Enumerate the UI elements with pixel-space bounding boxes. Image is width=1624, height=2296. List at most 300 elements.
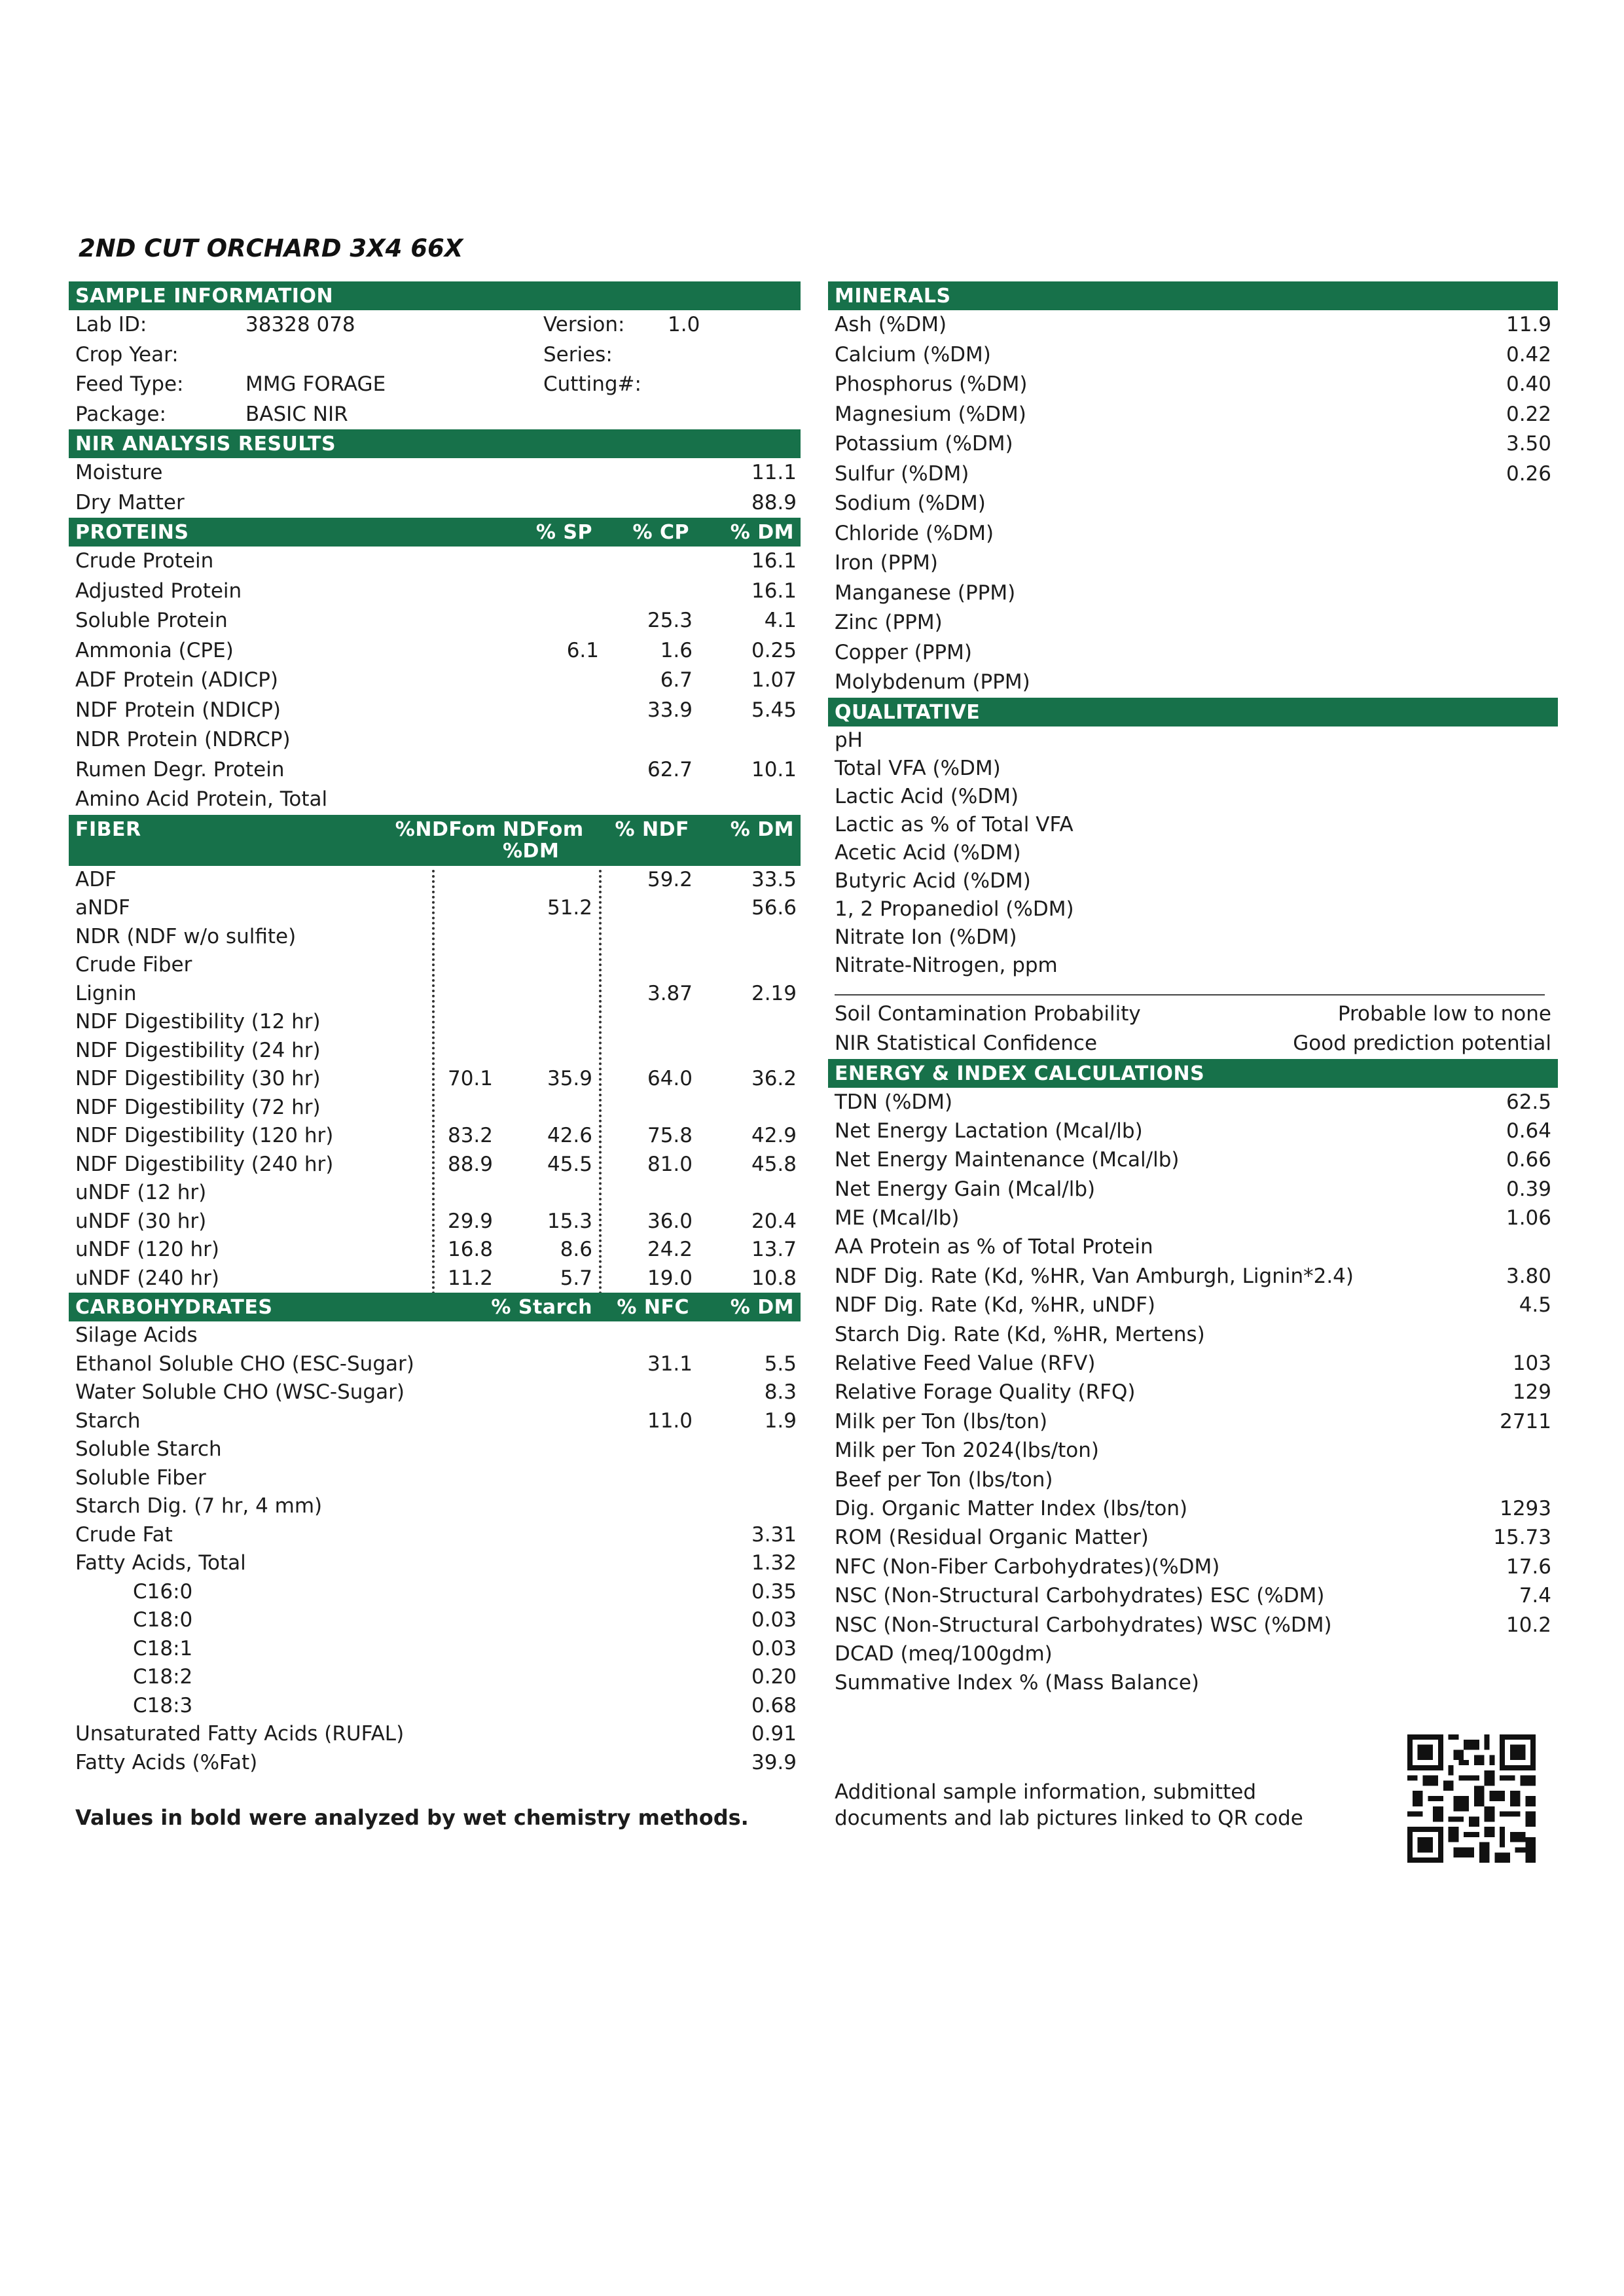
energy-row xyxy=(828,1378,1558,1407)
qualitative-title: QUALITATIVE xyxy=(835,700,981,724)
value-ndfom-dm: 8.6 xyxy=(560,1238,592,1261)
carbs-title: CARBOHYDRATES xyxy=(75,1296,273,1319)
crop-year-label: Crop Year: xyxy=(75,342,179,367)
row-label: Manganese (PPM) xyxy=(835,581,1016,605)
carbs-col-dm: % DM xyxy=(730,1296,794,1319)
row-value: 0.64 xyxy=(1506,1119,1551,1143)
fiber-col-ndf: % NDF xyxy=(615,817,689,841)
value-dm: 56.6 xyxy=(751,896,797,920)
mineral-row xyxy=(828,638,1558,668)
energy-header xyxy=(828,1059,1558,1088)
row-label: NDF Digestibility (120 hr) xyxy=(75,1124,334,1147)
carb-row xyxy=(69,1321,801,1350)
row-label: Net Energy Gain (Mcal/lb) xyxy=(835,1177,1096,1201)
row-label: pH xyxy=(835,728,863,752)
mineral-row xyxy=(828,519,1558,549)
value-cp: 62.7 xyxy=(647,757,693,781)
left-column xyxy=(69,281,801,1777)
sample-info-header xyxy=(69,281,801,310)
row-label: Lactic as % of Total VFA xyxy=(835,812,1074,836)
carbs-col-nfc: % NFC xyxy=(617,1296,689,1319)
value-ndfom-dm: 15.3 xyxy=(547,1209,592,1233)
row-label: Silage Acids xyxy=(75,1323,198,1347)
soil-contamination-row xyxy=(828,999,1558,1030)
value-ndf: 64.0 xyxy=(647,1067,693,1090)
fiber-row xyxy=(69,951,801,980)
row-label: Butyric Acid (%DM) xyxy=(835,869,1031,893)
row-label: Dig. Organic Matter Index (lbs/ton) xyxy=(835,1496,1188,1520)
sample-info-row xyxy=(69,400,801,430)
nir-confidence-row xyxy=(828,1029,1558,1059)
soil-contamination-value: Probable low to none xyxy=(1337,1001,1551,1026)
energy-row xyxy=(828,1465,1558,1494)
value-dm: 8.3 xyxy=(764,1380,797,1404)
value-nfc: 31.1 xyxy=(647,1352,693,1376)
value-dm: 0.20 xyxy=(751,1665,797,1689)
mineral-row xyxy=(828,489,1558,519)
row-label: C18:2 xyxy=(133,1665,193,1689)
sample-info-row xyxy=(69,310,801,340)
fiber-row xyxy=(69,1151,801,1179)
fiber-row xyxy=(69,1037,801,1066)
wet-chemistry-footnote: Values in bold were analyzed by wet chemistry methods. xyxy=(75,1805,749,1830)
protein-row xyxy=(69,725,801,755)
value-ndfom-pct: 29.9 xyxy=(447,1209,493,1233)
carb-row xyxy=(69,1692,801,1721)
row-label: Chloride (%DM) xyxy=(835,521,994,545)
mineral-row xyxy=(828,668,1558,698)
fiber-row xyxy=(69,1179,801,1208)
value-dm: 16.1 xyxy=(751,549,797,573)
row-label: Sulfur (%DM) xyxy=(835,461,969,486)
carb-row xyxy=(69,1720,801,1749)
row-label: Starch Dig. Rate (Kd, %HR, Mertens) xyxy=(835,1322,1205,1346)
row-label: Water Soluble CHO (WSC-Sugar) xyxy=(75,1380,405,1404)
row-label: Fatty Acids (%Fat) xyxy=(75,1750,258,1774)
row-label: uNDF (240 hr) xyxy=(75,1266,219,1290)
energy-rows xyxy=(828,1088,1558,1698)
row-value: 10.2 xyxy=(1506,1613,1551,1637)
energy-row xyxy=(828,1088,1558,1117)
row-label: NDF Dig. Rate (Kd, %HR, uNDF) xyxy=(835,1293,1156,1318)
row-label: Nitrate Ion (%DM) xyxy=(835,925,1017,949)
carb-row xyxy=(69,1492,801,1521)
row-value: 15.73 xyxy=(1493,1526,1551,1550)
row-label: AA Protein as % of Total Protein xyxy=(835,1235,1153,1259)
value-dm: 10.1 xyxy=(751,757,797,781)
value-dm: 0.35 xyxy=(751,1579,797,1604)
fiber-row xyxy=(69,866,801,895)
nir-rows xyxy=(69,458,801,518)
value-ndf: 81.0 xyxy=(647,1152,693,1176)
qr-code-icon[interactable] xyxy=(1407,1734,1536,1863)
soil-divider-area xyxy=(828,980,1558,999)
row-label: Unsaturated Fatty Acids (RUFAL) xyxy=(75,1722,405,1746)
series-label: Series: xyxy=(543,342,613,367)
value-dm: 3.31 xyxy=(751,1522,797,1547)
row-label: Soluble Starch xyxy=(75,1437,222,1461)
value-dm: 33.5 xyxy=(751,867,797,891)
fiber-title: FIBER xyxy=(75,817,141,841)
qualitative-row xyxy=(828,867,1558,895)
fiber-row xyxy=(69,1008,801,1037)
energy-row xyxy=(828,1494,1558,1523)
energy-row xyxy=(828,1436,1558,1465)
carbs-col-starch: % Starch xyxy=(491,1296,592,1319)
mineral-row xyxy=(828,370,1558,400)
value-dm: 0.68 xyxy=(751,1693,797,1717)
row-label: Magnesium (%DM) xyxy=(835,402,1026,426)
energy-row xyxy=(828,1262,1558,1291)
value-dm: 42.9 xyxy=(751,1124,797,1147)
value-dm: 1.07 xyxy=(751,668,797,692)
fiber-row xyxy=(69,1265,801,1293)
proteins-col-cp: % CP xyxy=(632,521,689,544)
row-label: Nitrate-Nitrogen, ppm xyxy=(835,953,1058,977)
mineral-rows xyxy=(828,310,1558,698)
value-nfc: 11.0 xyxy=(647,1408,693,1433)
value-dm: 0.03 xyxy=(751,1608,797,1632)
row-label: Amino Acid Protein, Total xyxy=(75,787,328,811)
proteins-title: PROTEINS xyxy=(75,521,189,544)
value-dm: 1.9 xyxy=(764,1408,797,1433)
row-value: 62.5 xyxy=(1506,1090,1551,1114)
row-label: C18:3 xyxy=(133,1693,193,1717)
cutting-label: Cutting#: xyxy=(543,372,641,396)
protein-row xyxy=(69,636,801,666)
qualitative-row xyxy=(828,726,1558,755)
row-label: NSC (Non-Structural Carbohydrates) WSC (%DM) xyxy=(835,1613,1332,1637)
row-label: ADF Protein (ADICP) xyxy=(75,668,279,692)
row-label: Net Energy Maintenance (Mcal/lb) xyxy=(835,1148,1180,1172)
value-dm: 4.1 xyxy=(764,609,797,632)
row-value: 11.9 xyxy=(1506,313,1551,336)
row-value: 3.50 xyxy=(1506,432,1551,456)
row-label: Ash (%DM) xyxy=(835,313,947,336)
proteins-col-sp: % SP xyxy=(535,521,592,544)
protein-rows xyxy=(69,547,801,815)
nir-header xyxy=(69,429,801,458)
row-label: aNDF xyxy=(75,896,130,920)
fiber-row xyxy=(69,1236,801,1265)
fiber-row xyxy=(69,1065,801,1094)
energy-row xyxy=(828,1320,1558,1349)
row-label: ME (Mcal/lb) xyxy=(835,1206,960,1230)
row-value: 17.6 xyxy=(1506,1554,1551,1579)
fiber-row xyxy=(69,980,801,1009)
row-label: Crude Fiber xyxy=(75,953,192,977)
row-label: NSC (Non-Structural Carbohydrates) ESC (%DM) xyxy=(835,1584,1325,1608)
mineral-row xyxy=(828,459,1558,490)
carb-row xyxy=(69,1549,801,1578)
row-value: 103 xyxy=(1512,1352,1551,1376)
row-label: NDR (NDF w/o sulfite) xyxy=(75,924,297,948)
value-cp: 1.6 xyxy=(660,638,693,662)
value-dm: 88.9 xyxy=(751,490,797,514)
energy-row xyxy=(828,1291,1558,1319)
row-label: Fatty Acids, Total xyxy=(75,1551,246,1575)
feed-type-value: MMG FORAGE xyxy=(245,372,386,396)
value-cp: 6.7 xyxy=(660,668,693,692)
nir-row xyxy=(69,458,801,488)
lab-id-label: Lab ID: xyxy=(75,313,147,336)
value-ndf: 24.2 xyxy=(647,1238,693,1261)
qualitative-row xyxy=(828,895,1558,924)
feed-type-label: Feed Type: xyxy=(75,372,184,396)
fiber-col-ndfom-pct: %NDFom xyxy=(395,817,496,841)
value-dm: 2.19 xyxy=(751,981,797,1005)
row-label: Moisture xyxy=(75,461,163,484)
value-ndf: 3.87 xyxy=(647,981,693,1005)
carbs-header xyxy=(69,1293,801,1321)
value-dm: 16.1 xyxy=(751,579,797,603)
row-label: Soluble Fiber xyxy=(75,1465,206,1490)
energy-row xyxy=(828,1611,1558,1640)
value-ndf: 36.0 xyxy=(647,1209,693,1233)
row-value: 0.40 xyxy=(1506,372,1551,396)
row-value: 2711 xyxy=(1500,1409,1551,1433)
row-label: Sodium (%DM) xyxy=(835,492,986,515)
carb-row xyxy=(69,1749,801,1778)
row-value: 0.66 xyxy=(1506,1148,1551,1172)
soil-divider xyxy=(835,994,1545,996)
row-label: Summative Index % (Mass Balance) xyxy=(835,1671,1199,1695)
sample-info-row xyxy=(69,370,801,400)
row-label: NDF Dig. Rate (Kd, %HR, Van Amburgh, Lignin*2.4) xyxy=(835,1264,1354,1288)
fiber-row xyxy=(69,894,801,923)
energy-row xyxy=(828,1581,1558,1610)
energy-row xyxy=(828,1552,1558,1581)
value-dm: 1.32 xyxy=(751,1551,797,1575)
carb-row xyxy=(69,1464,801,1493)
value-dm: 39.9 xyxy=(751,1750,797,1774)
row-label: NFC (Non-Fiber Carbohydrates)(%DM) xyxy=(835,1554,1220,1579)
fiber-row xyxy=(69,1094,801,1122)
row-label: Soluble Protein xyxy=(75,609,228,632)
lab-id-value: 38328 078 xyxy=(245,313,355,336)
carb-row xyxy=(69,1378,801,1407)
qualitative-row xyxy=(828,755,1558,783)
row-label: Relative Feed Value (RFV) xyxy=(835,1352,1096,1376)
fiber-rows xyxy=(69,866,801,1293)
row-label: Copper (PPM) xyxy=(835,640,972,664)
row-label: DCAD (meq/100gdm) xyxy=(835,1641,1053,1666)
energy-row xyxy=(828,1232,1558,1261)
qualitative-header xyxy=(828,698,1558,726)
row-label: NDF Digestibility (30 hr) xyxy=(75,1067,321,1090)
row-label: Potassium (%DM) xyxy=(835,432,1013,456)
row-value: 0.26 xyxy=(1506,461,1551,486)
row-label: Ammonia (CPE) xyxy=(75,638,234,662)
fiber-row xyxy=(69,1208,801,1236)
row-label: Total VFA (%DM) xyxy=(835,756,1001,780)
right-column xyxy=(828,281,1558,1698)
row-label: Milk per Ton (lbs/ton) xyxy=(835,1409,1048,1433)
protein-row xyxy=(69,785,801,815)
value-ndfom-dm: 5.7 xyxy=(560,1266,592,1290)
value-ndf: 59.2 xyxy=(647,867,693,891)
value-dm: 36.2 xyxy=(751,1067,797,1090)
value-ndfom-pct: 83.2 xyxy=(447,1124,493,1147)
value-dm: 11.1 xyxy=(751,461,797,484)
row-label: Calcium (%DM) xyxy=(835,342,991,367)
mineral-row xyxy=(828,548,1558,579)
row-label: NDF Digestibility (72 hr) xyxy=(75,1095,321,1119)
row-label: Adjusted Protein xyxy=(75,579,242,603)
value-dm: 13.7 xyxy=(751,1238,797,1261)
sample-info-title: SAMPLE INFORMATION xyxy=(75,285,334,308)
row-label: Beef per Ton (lbs/ton) xyxy=(835,1467,1053,1492)
energy-row xyxy=(828,1523,1558,1552)
row-value: 1293 xyxy=(1500,1496,1551,1520)
nir-title: NIR ANALYSIS RESULTS xyxy=(75,433,336,456)
row-label: Ethanol Soluble CHO (ESC-Sugar) xyxy=(75,1352,414,1376)
row-label: C18:1 xyxy=(133,1636,193,1660)
mineral-row xyxy=(828,608,1558,638)
row-value: 0.42 xyxy=(1506,342,1551,367)
value-dm: 45.8 xyxy=(751,1152,797,1176)
row-label: Phosphorus (%DM) xyxy=(835,372,1028,396)
mineral-row xyxy=(828,310,1558,340)
nir-row xyxy=(69,488,801,518)
energy-row xyxy=(828,1117,1558,1145)
carb-row xyxy=(69,1407,801,1436)
protein-row xyxy=(69,755,801,785)
row-value: 7.4 xyxy=(1519,1584,1551,1608)
value-ndf: 19.0 xyxy=(647,1266,693,1290)
soil-contamination-label: Soil Contamination Probability xyxy=(835,1001,1141,1026)
row-label: Net Energy Lactation (Mcal/lb) xyxy=(835,1119,1143,1143)
row-value: 129 xyxy=(1512,1380,1551,1405)
carb-row xyxy=(69,1435,801,1464)
protein-row xyxy=(69,696,801,726)
carb-row xyxy=(69,1663,801,1692)
proteins-col-dm: % DM xyxy=(730,521,794,544)
nir-confidence-label: NIR Statistical Confidence xyxy=(835,1031,1098,1055)
row-label: ADF xyxy=(75,867,117,891)
row-label: Acetic Acid (%DM) xyxy=(835,840,1021,865)
protein-row xyxy=(69,606,801,636)
row-label: Starch Dig. (7 hr, 4 mm) xyxy=(75,1494,323,1518)
row-label: Iron (PPM) xyxy=(835,551,938,575)
energy-row xyxy=(828,1204,1558,1232)
row-label: uNDF (30 hr) xyxy=(75,1209,207,1233)
row-label: Rumen Degr. Protein xyxy=(75,757,285,781)
row-label: NDF Protein (NDICP) xyxy=(75,698,281,722)
row-label: Lactic Acid (%DM) xyxy=(835,784,1019,808)
fiber-col-ndfom: NDFom xyxy=(503,817,584,841)
row-label: uNDF (12 hr) xyxy=(75,1181,207,1204)
row-label: Milk per Ton 2024(lbs/ton) xyxy=(835,1439,1099,1463)
mineral-row xyxy=(828,340,1558,370)
nir-confidence-value: Good prediction potential xyxy=(1293,1031,1551,1055)
value-cp: 25.3 xyxy=(647,609,693,632)
value-dm: 5.45 xyxy=(751,698,797,722)
energy-row xyxy=(828,1407,1558,1436)
row-value: 3.80 xyxy=(1506,1264,1551,1288)
carb-row xyxy=(69,1635,801,1664)
energy-row xyxy=(828,1668,1558,1697)
row-label: Starch xyxy=(75,1408,141,1433)
qualitative-rows xyxy=(828,726,1558,980)
fiber-col-ndfom-dm: %DM xyxy=(503,839,560,863)
row-value: 0.39 xyxy=(1506,1177,1551,1201)
row-label: C18:0 xyxy=(133,1608,193,1632)
value-ndfom-dm: 45.5 xyxy=(547,1152,592,1176)
value-ndfom-pct: 70.1 xyxy=(447,1067,493,1090)
row-label: NDR Protein (NDRCP) xyxy=(75,728,291,751)
energy-row xyxy=(828,1175,1558,1204)
protein-row xyxy=(69,577,801,607)
row-label: Molybdenum (PPM) xyxy=(835,670,1030,694)
protein-row xyxy=(69,547,801,577)
row-label: Zinc (PPM) xyxy=(835,611,943,634)
mineral-row xyxy=(828,429,1558,459)
row-label: C16:0 xyxy=(133,1579,193,1604)
value-dm: 0.25 xyxy=(751,638,797,662)
row-label: uNDF (120 hr) xyxy=(75,1238,219,1261)
qualitative-row xyxy=(828,952,1558,980)
energy-row xyxy=(828,1640,1558,1668)
qualitative-row xyxy=(828,924,1558,952)
row-label: NDF Digestibility (12 hr) xyxy=(75,1010,321,1033)
row-label: NDF Digestibility (240 hr) xyxy=(75,1152,334,1176)
value-ndfom-dm: 51.2 xyxy=(547,896,592,920)
energy-row xyxy=(828,1349,1558,1378)
qualitative-row xyxy=(828,811,1558,839)
fiber-col-dm: % DM xyxy=(730,817,794,841)
value-cp: 33.9 xyxy=(647,698,693,722)
proteins-header xyxy=(69,518,801,547)
qualitative-row xyxy=(828,783,1558,811)
package-value: BASIC NIR xyxy=(245,402,348,426)
value-dm: 0.03 xyxy=(751,1636,797,1660)
version-label: Version: xyxy=(543,313,625,336)
row-label: 1, 2 Propanediol (%DM) xyxy=(835,897,1074,921)
value-dm: 20.4 xyxy=(751,1209,797,1233)
sample-info-row xyxy=(69,340,801,370)
version-value: 1.0 xyxy=(668,313,700,336)
carb-row xyxy=(69,1606,801,1635)
mineral-row xyxy=(828,579,1558,609)
value-ndfom-pct: 11.2 xyxy=(447,1266,493,1290)
minerals-title: MINERALS xyxy=(835,285,951,308)
row-label: Dry Matter xyxy=(75,490,185,514)
qualitative-row xyxy=(828,839,1558,867)
row-label: TDN (%DM) xyxy=(835,1090,953,1114)
carb-row xyxy=(69,1350,801,1379)
fiber-row xyxy=(69,1122,801,1151)
energy-title: ENERGY & INDEX CALCULATIONS xyxy=(835,1062,1205,1085)
value-sp: 6.1 xyxy=(566,638,599,662)
row-value: 1.06 xyxy=(1506,1206,1551,1230)
row-value: 0.22 xyxy=(1506,402,1551,426)
minerals-header xyxy=(828,281,1558,310)
energy-row xyxy=(828,1145,1558,1174)
carb-row xyxy=(69,1521,801,1550)
row-label: ROM (Residual Organic Matter) xyxy=(835,1526,1149,1550)
row-label: NDF Digestibility (24 hr) xyxy=(75,1038,321,1062)
row-label: Lignin xyxy=(75,981,137,1005)
value-dm: 10.8 xyxy=(751,1266,797,1290)
fiber-header xyxy=(69,815,801,866)
package-label: Package: xyxy=(75,402,166,426)
value-dm: 0.91 xyxy=(751,1722,797,1746)
row-label: Crude Protein xyxy=(75,549,214,573)
mineral-row xyxy=(828,400,1558,430)
value-ndfom-pct: 16.8 xyxy=(447,1238,493,1261)
value-ndfom-pct: 88.9 xyxy=(447,1152,493,1176)
